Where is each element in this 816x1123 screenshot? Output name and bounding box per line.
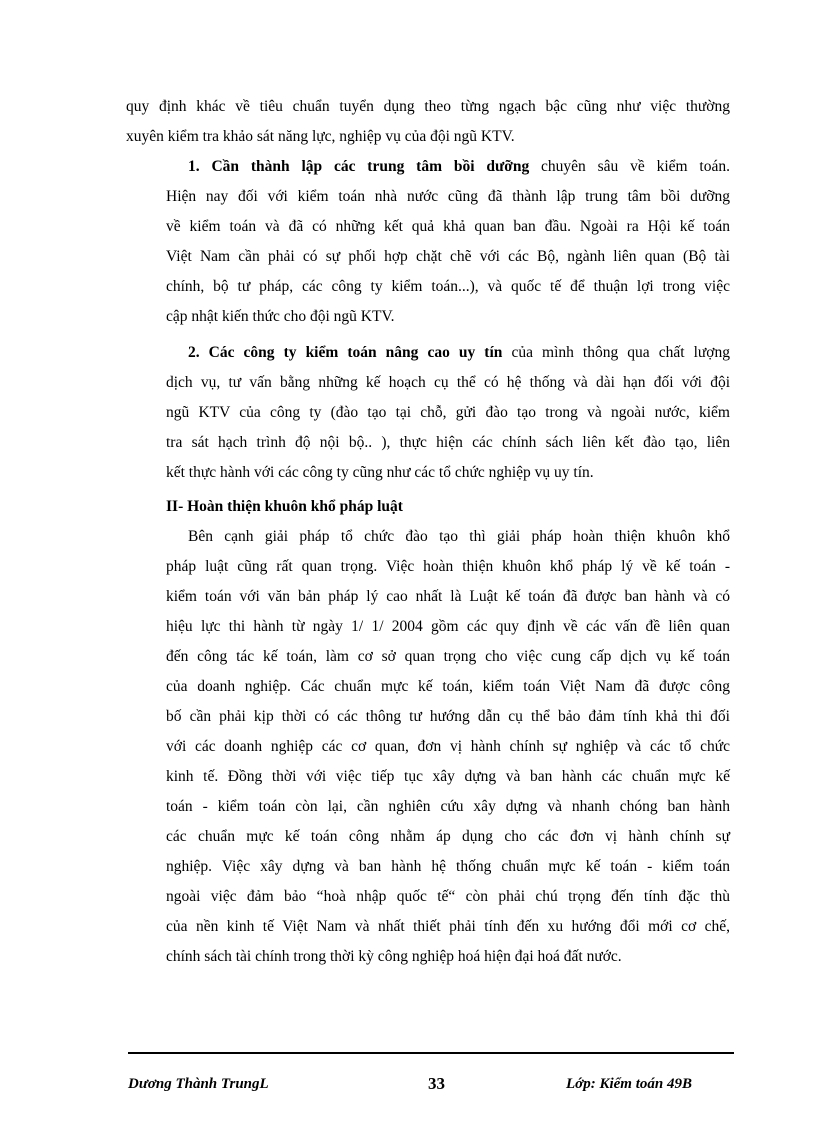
paragraph-legal-framework [126,522,730,972]
text-line: các chuẩn mực kế toán công nhằm áp dụng cho các đơn vị hành chính sự [166,828,730,845]
footer-class: Lớp: Kiểm toán 49B [566,1076,692,1092]
text-line: kinh tế. Đồng thời với việc tiếp tục xây dựng và ban hành các chuẩn mực kế [166,768,730,785]
text-line: ngũ KTV của công ty (đào tạo tại chỗ, gửi đào tạo trong và ngoài nước, kiểm [166,404,730,421]
text-line: xuyên kiểm tra khảo sát năng lực, nghiệp vụ của đội ngũ KTV. [126,128,515,145]
section-heading: II- Hoàn thiện khuôn khổ pháp luật [166,498,403,515]
page-number: 33 [428,1074,445,1093]
text-line: Hiện nay đối với kiểm toán nhà nước cũng đã thành lập trung tâm bồi dưỡng [166,188,730,205]
paragraph-training-centers [126,152,730,332]
text-line: của doanh nghiệp. Các chuẩn mực kế toán, kiểm toán Việt Nam đã được công [166,678,730,695]
paragraph-continuation [126,92,730,152]
numbered-heading-2: 2. Các công ty kiểm toán nâng cao uy tín [188,344,503,361]
text-line: về kiểm toán và đã có những kết quả khả quan ban đầu. Ngoài ra Hội kế toán [166,218,730,235]
text-line: pháp luật cũng rất quan trọng. Việc hoàn thiện khuôn khổ pháp lý về kế toán - [166,558,730,575]
text-line: quy định khác về tiêu chuẩn tuyển dụng theo từng ngạch bậc cũng như việc thường [126,98,730,115]
text-line: Bên cạnh giải pháp tổ chức đào tạo thì giải pháp hoàn thiện khuôn khổ [188,528,730,545]
text-line: cập nhật kiến thức cho đội ngũ KTV. [166,308,395,325]
text-line: ngoài việc đảm bảo “hoà nhập quốc tế“ còn phải chú trọng đến tính đặc thù [166,888,730,905]
text-line: toán - kiểm toán còn lại, cần nghiên cứu xây dựng và nhanh chóng ban hành [166,798,730,815]
paragraph-audit-firms [126,338,730,488]
text-line: 2. Các công ty kiểm toán nâng cao uy tín của mình thông qua chất lượng [188,344,730,361]
text-line: chính, bộ tư pháp, các công ty kiểm toán...), và quốc tế để thuận lợi trong việc [166,278,730,295]
text-line: bố cần phải kịp thời có các thông tư hướng dẫn cụ thể bảo đảm tính khả thi đối [166,708,730,725]
text-line: đến công tác kế toán, làm cơ sở quan trọng cho việc cung cấp dịch vụ kế toán [166,648,730,665]
text-line: hiệu lực thi hành từ ngày 1/ 1/ 2004 gồm các quy định về các vấn đề liên quan [166,618,730,635]
text-line: nghiệp. Việc xây dựng và ban hành hệ thống chuẩn mực kế toán - kiểm toán [166,858,730,875]
text-line: dịch vụ, tư vấn bằng những kế hoạch cụ thể có hệ thống và dài hạn đối với đội [166,374,730,391]
text-line: Việt Nam cần phải có sự phối hợp chặt chẽ với các Bộ, ngành liên quan (Bộ tài [166,248,730,265]
footer-author: Dương Thành TrungL [128,1076,269,1092]
text-line: của nền kinh tế Việt Nam và nhất thiết phải tính đến xu hướng đổi mới cơ chế, [166,918,730,935]
text-line: kết thực hành với các công ty cũng như các tổ chức nghiệp vụ uy tín. [166,464,594,481]
text-line: 1. Cần thành lập các trung tâm bồi dưỡng chuyên sâu về kiểm toán. [188,158,730,175]
numbered-heading-1: 1. Cần thành lập các trung tâm bồi dưỡng [188,158,530,175]
text-line: kiểm toán với văn bản pháp lý cao nhất là Luật kế toán đã được ban hành và có [166,588,730,605]
text-line: tra sát hạch trình độ nội bộ.. ), thực hiện các chính sách liên kết đào tạo, liên [166,434,730,451]
text-line: chính sách tài chính trong thời kỳ công nghiệp hoá hiện đại hoá đất nước. [166,948,622,965]
text-line: với các doanh nghiệp các cơ quan, đơn vị hành chính sự nghiệp và các tổ chức [166,738,730,755]
footer-divider [128,1052,734,1054]
